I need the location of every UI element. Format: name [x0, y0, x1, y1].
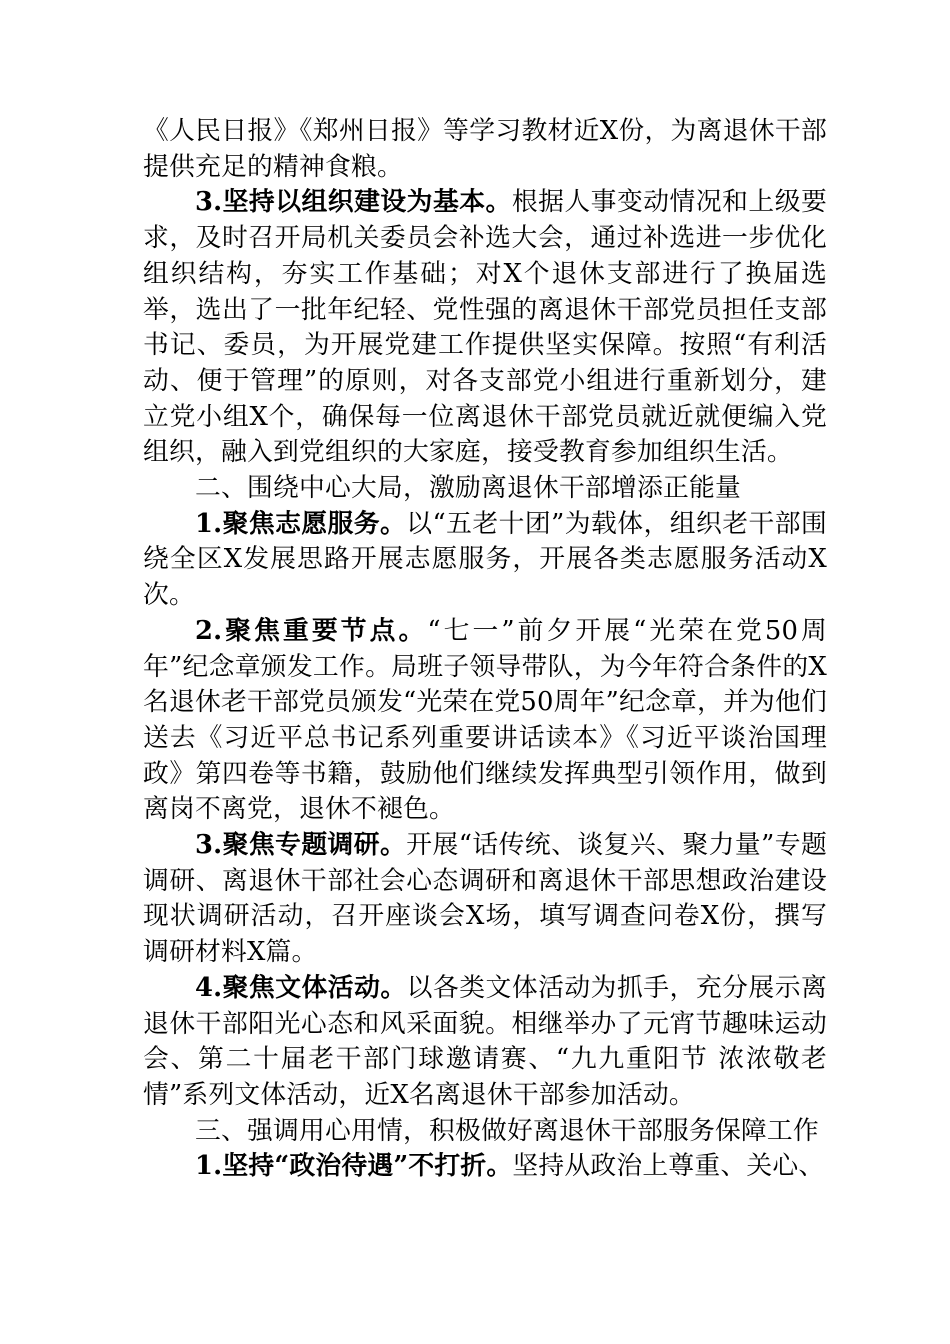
- paragraph-text: 坚持从政治上尊重、关心、: [512, 1151, 825, 1182]
- paragraph-text: 二、围绕中心大局，激励离退休干部增添正能量: [195, 473, 741, 504]
- paragraph-text: 开展“话传统、谈复兴、聚力量”专题调研、离退休干部社会心态调研和离退休干部思想政治建设现状调研活动，召开座谈会X场，填写调查问卷X份，撰写调研材料X篇。: [143, 830, 827, 968]
- paragraph-2: [143, 185, 827, 471]
- paragraph-text: 根据人事变动情况和上级要求，及时召开局机关委员会补选大会，通过补选进一步优化组织结构，夯实工作基础；对X个退休支部进行了换届选举，选出了一批年纪轻、党性强的离退休干部党员担任支部书记、委员，为开展党建工作提供坚实保障。按照“有利活动、便于管理”的原则，对各支部党小组进行重新划分，建立党小组X个，确保每一位离退休干部党员就近就便编入党组织，融入到党组织的大家庭，接受教育参加组织生活。: [143, 187, 827, 468]
- paragraph-5: [143, 614, 827, 828]
- paragraph-lead: 3.坚持以组织建设为基本。: [195, 187, 512, 218]
- paragraph-9: [143, 1149, 827, 1185]
- paragraph-text: “七一”前夕开展“光荣在党50周年”纪念章颁发工作。局班子领导带队，为今年符合条件的X名退休老干部党员颁发“光荣在党50周年”纪念章，并为他们送去《习近平总书记系列重要讲话读本》《习近平谈治国理政》第四卷等书籍，鼓励他们继续发挥典型引领作用，做到离岗不离党，退休不褪色。: [143, 615, 827, 825]
- paragraph-text: 以各类文体活动为抓手，充分展示离退休干部阳光心态和风采面貌。相继举办了元宵节趣味运动会、第二十届老干部门球邀请赛、“九九重阳节 浓浓敬老情”系列文体活动，近X名离退休干部参加活动。: [143, 972, 827, 1110]
- paragraph-text: 以“五老十团”为载体，组织老干部围绕全区X发展思路开展志愿服务，开展各类志愿服务活动X次。: [143, 508, 827, 611]
- section-heading-2: [143, 471, 827, 507]
- paragraph-text: 三、强调用心用情，积极做好离退休干部服务保障工作: [195, 1115, 819, 1146]
- paragraph-7: [143, 971, 827, 1114]
- paragraph-lead: 3.聚焦专题调研。: [195, 830, 407, 861]
- section-heading-3: [143, 1114, 827, 1150]
- paragraph-lead: 2.聚焦重要节点。: [195, 615, 428, 646]
- paragraph-lead: 4.聚焦文体活动。: [195, 972, 407, 1003]
- document-page: [143, 114, 827, 1185]
- paragraph-lead: 1.聚焦志愿服务。: [195, 508, 407, 539]
- paragraph-4: [143, 507, 827, 614]
- paragraph-text: 《人民日报》《郑州日报》等学习教材近X份，为离退休干部提供充足的精神食粮。: [143, 116, 827, 182]
- paragraph-lead: 1.坚持“政治待遇”不打折。: [195, 1151, 513, 1182]
- paragraph-1: [143, 114, 827, 185]
- paragraph-6: [143, 828, 827, 971]
